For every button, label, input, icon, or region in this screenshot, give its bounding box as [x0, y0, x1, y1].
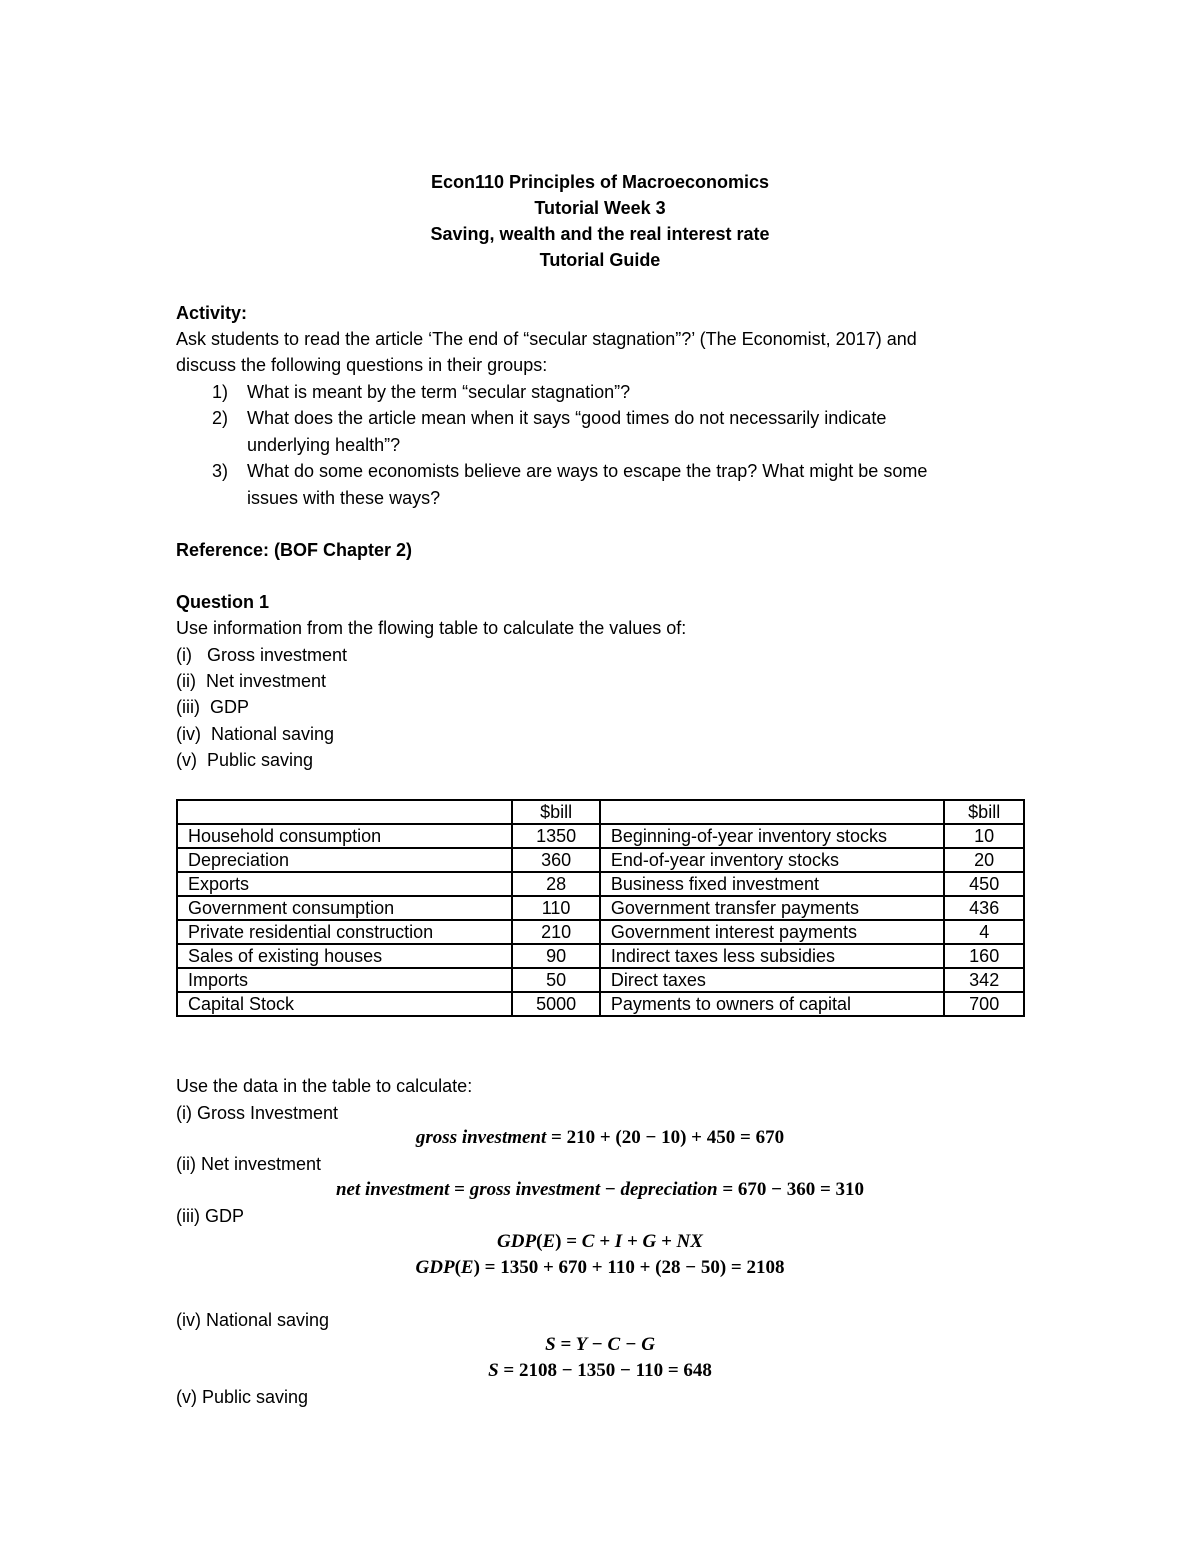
table-value: 700: [944, 992, 1024, 1016]
gross-investment-label: (i) Gross Investment: [176, 1103, 339, 1123]
math-variable: gross investment: [415, 1127, 547, 1148]
table-row: [177, 896, 1024, 920]
question1-item: (iv) National saving: [176, 724, 335, 744]
topic-title: Saving, wealth and the real interest rate: [430, 224, 770, 244]
math-operator: (: [454, 1257, 461, 1278]
saving-formula-values: [0, 1360, 1200, 1382]
table-value: 210: [512, 920, 600, 944]
table-label: Exports: [177, 872, 512, 896]
table-value: 4: [944, 920, 1024, 944]
public-saving-label: (v) Public saving: [176, 1387, 309, 1407]
question1-item: (i) Gross investment: [176, 645, 348, 665]
activity-heading: Activity:: [176, 303, 248, 323]
table-label: Beginning-of-year inventory stocks: [600, 824, 945, 848]
week-title: Tutorial Week 3: [534, 198, 666, 218]
question1-item: (iii) GDP: [176, 697, 249, 717]
data-table: [176, 799, 1025, 1017]
gross-investment-formula: [0, 1127, 1200, 1149]
national-saving-label: (iv) National saving: [176, 1310, 330, 1330]
net-investment-formula: [0, 1179, 1200, 1201]
table-value: 90: [512, 944, 600, 968]
math-expression: = 2108 − 1350 − 110 = 648: [498, 1360, 712, 1381]
table-header-cell: [177, 800, 512, 824]
question1-intro: Use information from the flowing table to calculate the values of:: [176, 618, 687, 638]
table-value: 10: [944, 824, 1024, 848]
math-variable: net investment: [335, 1179, 450, 1200]
table-label: Private residential construction: [177, 920, 512, 944]
table-value: 436: [944, 896, 1024, 920]
math-variable: GDP: [415, 1257, 455, 1278]
math-expression: = 210 + (20 − 10) + 450 = 670: [546, 1127, 785, 1148]
activity-intro-line2: discuss the following questions in their groups:: [176, 355, 548, 375]
question-text: underlying health”?: [247, 435, 401, 455]
table-value: 110: [512, 896, 600, 920]
table-row: [177, 824, 1024, 848]
math-variable: S = Y − C − G: [545, 1334, 655, 1355]
question-text: issues with these ways?: [247, 488, 441, 508]
table-label: Indirect taxes less subsidies: [600, 944, 945, 968]
question-number: 1): [212, 382, 229, 402]
table-label: Business fixed investment: [600, 872, 945, 896]
table-value: 5000: [512, 992, 600, 1016]
table-row: [177, 920, 1024, 944]
math-variable: gross investment: [469, 1179, 601, 1200]
math-operator: =: [449, 1179, 470, 1200]
gdp-formula-values: [0, 1257, 1200, 1279]
table-value: 50: [512, 968, 600, 992]
activity-intro-line1: Ask students to read the article ‘The end of “secular stagnation”?’ (The Economist, 2017) and: [176, 329, 917, 349]
table-row: [177, 872, 1024, 896]
table-label: Depreciation: [177, 848, 512, 872]
table-label: Sales of existing houses: [177, 944, 512, 968]
saving-formula-general: [0, 1334, 1200, 1356]
gdp-formula-general: [0, 1231, 1200, 1253]
answers-intro: Use the data in the table to calculate:: [176, 1076, 473, 1096]
course-title: Econ110 Principles of Macroeconomics: [430, 172, 770, 192]
table-value: 1350: [512, 824, 600, 848]
table-label: Direct taxes: [600, 968, 945, 992]
table-label: Household consumption: [177, 824, 512, 848]
table-value: 342: [944, 968, 1024, 992]
math-variable: C + I + G + NX: [581, 1231, 703, 1252]
table-label: End-of-year inventory stocks: [600, 848, 945, 872]
table-value: 360: [512, 848, 600, 872]
table-header-unit: $bill: [512, 800, 600, 824]
table-value: 28: [512, 872, 600, 896]
table-row: [177, 992, 1024, 1016]
table-header-unit: $bill: [944, 800, 1024, 824]
math-variable: depreciation: [620, 1179, 718, 1200]
table-label: Payments to owners of capital: [600, 992, 945, 1016]
question-text: What do some economists believe are ways to escape the trap? What might be some: [247, 461, 928, 481]
table-row: [177, 848, 1024, 872]
table-label: Imports: [177, 968, 512, 992]
math-expression: ) = 1350 + 670 + 110 + (28 − 50) = 2108: [473, 1257, 785, 1278]
table-label: Government transfer payments: [600, 896, 945, 920]
table-label: Capital Stock: [177, 992, 512, 1016]
question-text: What does the article mean when it says “good times do not necessarily indicate: [247, 408, 887, 428]
gdp-label: (iii) GDP: [176, 1206, 244, 1226]
table-value: 450: [944, 872, 1024, 896]
question-text: What is meant by the term “secular stagnation”?: [247, 382, 631, 402]
math-operator: −: [600, 1179, 621, 1200]
math-variable: GDP: [497, 1231, 537, 1252]
net-investment-label: (ii) Net investment: [176, 1154, 322, 1174]
question1-item: (v) Public saving: [176, 750, 314, 770]
math-operator: ) =: [555, 1231, 582, 1252]
table-header-row: [177, 800, 1024, 824]
question-number: 3): [212, 461, 229, 481]
math-operator: (: [536, 1231, 543, 1252]
table-value: 160: [944, 944, 1024, 968]
math-variable: E: [542, 1231, 556, 1252]
table-value: 20: [944, 848, 1024, 872]
math-variable: S: [488, 1360, 499, 1381]
question1-heading: Question 1: [176, 592, 270, 612]
table-row: [177, 944, 1024, 968]
table-label: Government consumption: [177, 896, 512, 920]
math-variable: E: [460, 1257, 474, 1278]
math-expression: = 670 − 360 = 310: [717, 1179, 865, 1200]
reference: Reference: (BOF Chapter 2): [176, 540, 413, 560]
table-row: [177, 968, 1024, 992]
table-header-cell: [600, 800, 945, 824]
table-label: Government interest payments: [600, 920, 945, 944]
question-number: 2): [212, 408, 229, 428]
question1-item: (ii) Net investment: [176, 671, 327, 691]
guide-title: Tutorial Guide: [539, 250, 661, 270]
